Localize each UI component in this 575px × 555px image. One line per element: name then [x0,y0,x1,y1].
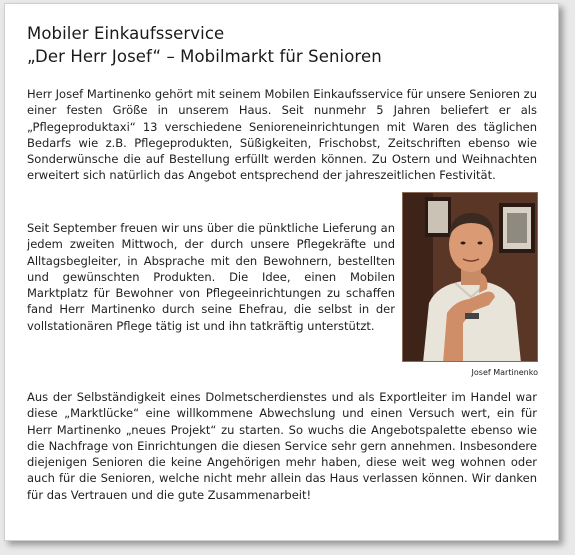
article-paragraph-3: Aus der Selbständigkeit eines Dolmetscherdienstes und als Exportleiter im Handel war diese „Marktlücke“ eine willkommene Abwechslung und einen Versuch wert, ein für Herr Martinenko „neues Projekt“ zu starten. So wuchs die Angebotspalette ebenso wie die Nachfrage von Einrichtungen die diesen Service sehr gern annehmen. Insbesondere diejenigen Senioren die keine Angehörigen mehr haben, diese weit weg wohnen oder auch für die Senioren, welche nicht mehr allein das Haus verlassen können. Wir danken für das Vertrauen und die gute Zusammenarbeit! [27,390,537,502]
article-paragraph-1: Herr Josef Martinenko gehört mit seinem Mobilen Einkaufsservice für unsere Senioren zu einer festen Größe in unserem Haus. Seit nunmehr 5 Jahren beliefert er als „Pflegeproduktaxi“ 13 verschiedene Senioreneinrichtungen mit Waren des täglichen Bedarfs wie z.B. Pflegeprodukten, Süßigkeiten, Frischobst, Zeitschriften ebenso wie Sonderwünsche die auf Bestellung erfüllt werden können. Zu Ostern und Weihnachten erweitert sich natürlich das Angebot entsprechend der jahreszeitlichen Festivität. [27,87,537,183]
title-line-1: Mobiler Einkaufsservice [27,24,225,43]
article-title [27,22,382,68]
portrait-illustration [403,193,538,362]
article-paragraph-2: Seit September freuen wir uns über die pünktliche Lieferung an jedem zweiten Mittwoch, der durch unsere Pflegekräfte und Alltagsbegleiter, in Absprache mit den Bewohnern, bestellten und gewünschten Produkten. Die Idee, einen Mobilen Marktplatz für Bewohner von Pflegeeinrichtungen zu schaffen fand Herr Martinenko durch seine Ehefrau, die selbst in der vollstationären Pflege tätig ist und ihn tatkräftig unterstützt. [27,221,395,333]
title-line-2: „Der Herr Josef“ – Mobilmarkt für Senioren [27,47,382,66]
newsletter-page [4,3,559,541]
portrait-photo [402,192,538,362]
photo-caption: Josef Martinenko [471,368,538,377]
